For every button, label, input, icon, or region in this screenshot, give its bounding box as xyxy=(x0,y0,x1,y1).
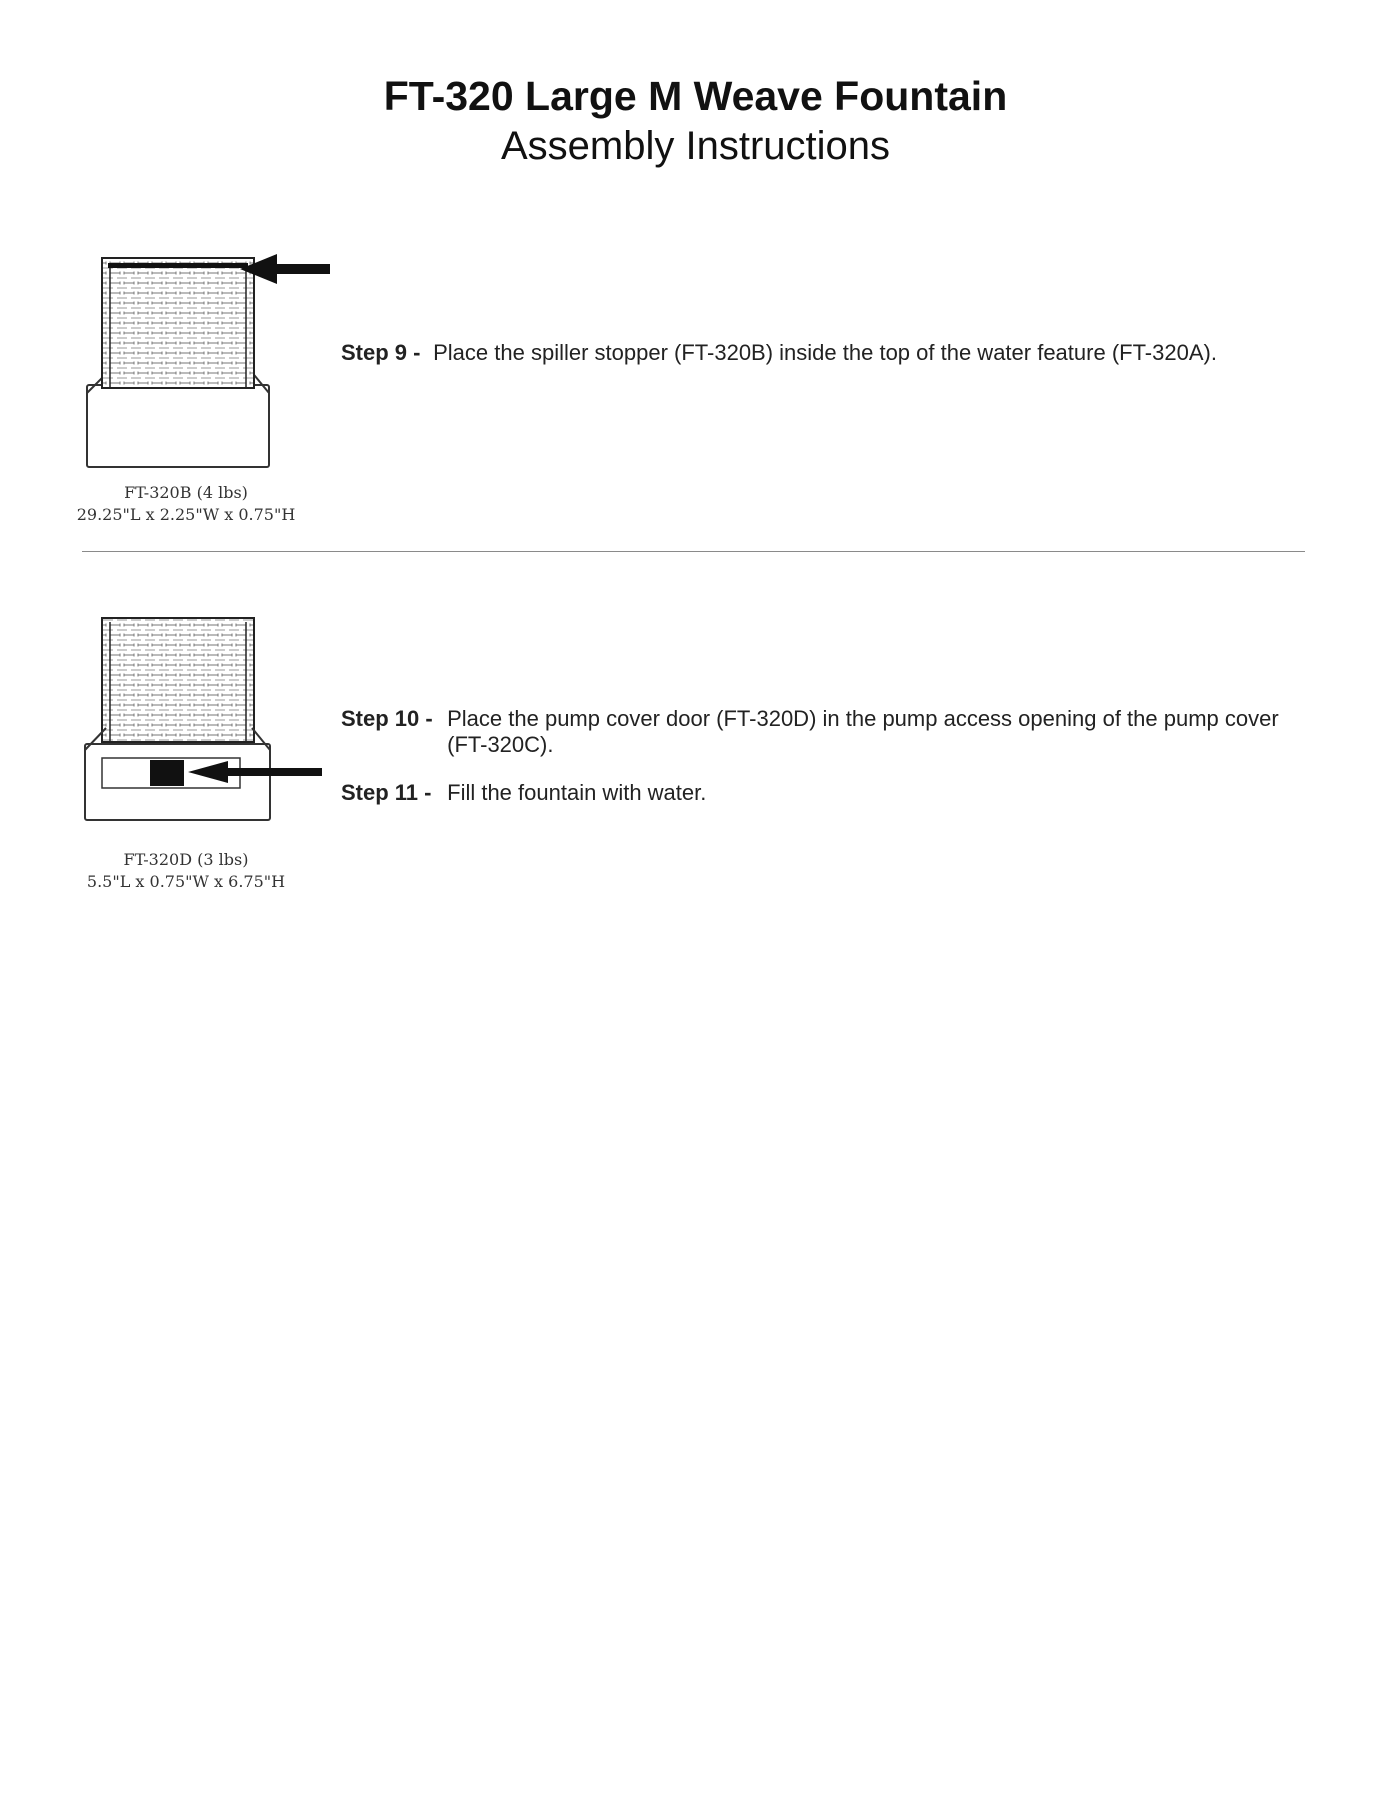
document-subtitle: Assembly Instructions xyxy=(500,124,891,168)
figure-pump-cover-door xyxy=(80,612,340,827)
figure-caption-2 xyxy=(36,849,336,893)
fountain-base xyxy=(87,385,269,467)
step-text: Fill the fountain with water. xyxy=(447,780,707,805)
part-name: FT-320D (3 lbs) xyxy=(123,850,249,869)
step-text-line-1: Place the pump cover door (FT-320D) in the pump access opening of the pump cover xyxy=(447,706,1279,731)
step-11 xyxy=(341,780,706,806)
step-9 xyxy=(341,340,1217,366)
step-text xyxy=(447,706,1279,758)
fountain-panel xyxy=(102,618,254,742)
part-name: FT-320B (4 lbs) xyxy=(124,483,248,502)
step-label: Step 10 - xyxy=(341,706,433,731)
pump-cover-door xyxy=(150,760,184,786)
part-dimensions: 5.5"L x 0.75"W x 6.75"H xyxy=(86,872,286,891)
step-label: Step 9 - xyxy=(341,340,421,365)
step-10 xyxy=(341,706,1279,758)
figure-caption-1 xyxy=(36,482,336,526)
step-label: Step 11 - xyxy=(341,780,432,805)
figure-spiller-stopper xyxy=(80,250,340,475)
document-title: FT-320 Large M Weave Fountain xyxy=(383,73,1008,119)
step-text: Place the spiller stopper (FT-320B) inside the top of the water feature (FT-320A). xyxy=(433,340,1217,365)
section-divider xyxy=(82,551,1305,552)
spiller-stopper-highlight xyxy=(108,263,248,268)
document-header xyxy=(0,72,1391,172)
part-dimensions: 29.25"L x 2.25"W x 0.75"H xyxy=(76,505,296,524)
fountain-panel xyxy=(102,258,254,388)
step-text-line-2: (FT-320C). xyxy=(447,732,554,757)
